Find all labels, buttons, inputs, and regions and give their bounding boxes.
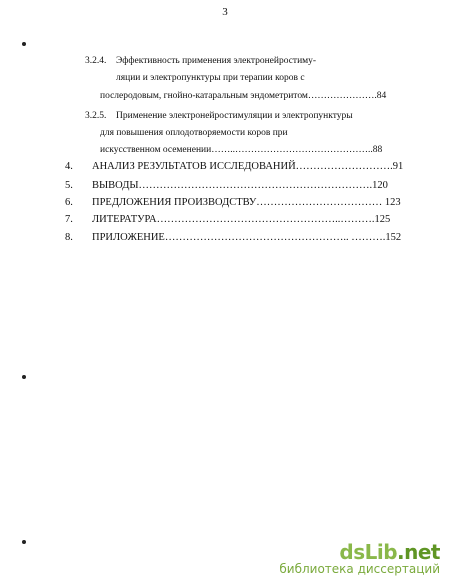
toc-entry-8-text: ПРИЛОЖЕНИЕ…………………………………………….. ……….152 xyxy=(92,232,402,243)
toc-entry-3-2-5-line-2: для повышения оплодотворяемости коров при xyxy=(100,128,288,138)
page-number: 3 xyxy=(222,6,228,18)
toc-entry-4-number: 4. xyxy=(65,161,73,172)
toc-entry-3-2-4-number: 3.2.4. xyxy=(85,56,107,66)
toc-entry-8-number: 8. xyxy=(65,232,73,243)
binder-hole-mark xyxy=(22,540,26,544)
toc-entry-3-2-4-line-3: послеродовым, гнойно-катаральным эндометритом………………….84 xyxy=(100,91,387,101)
watermark-subtitle: библиотека диссертаций xyxy=(279,562,440,576)
toc-entry-3-2-4-line-1: Эффективность применения электронейростиму- xyxy=(116,56,317,66)
binder-hole-mark xyxy=(22,42,26,46)
toc-entry-3-2-5-line-1: Применение электронейростимуляции и электропунктуры xyxy=(116,111,353,121)
toc-entry-5-text: ВЫВОДЫ………………………………………………………….120 xyxy=(92,180,388,191)
toc-entry-3-2-5-number: 3.2.5. xyxy=(85,111,107,121)
watermark xyxy=(279,540,440,576)
watermark-logo-main: dsLib xyxy=(339,540,398,564)
watermark-logo-tld: .net xyxy=(397,540,440,564)
toc-entry-3-2-4-line-2: ляции и электропунктуры при терапии коров с xyxy=(116,73,305,83)
watermark-logo xyxy=(279,540,440,564)
toc-entry-6-number: 6. xyxy=(65,197,73,208)
toc-entry-5-number: 5. xyxy=(65,180,73,191)
binder-hole-mark xyxy=(22,375,26,379)
toc-entry-6-text: ПРЕДЛОЖЕНИЯ ПРОИЗВОДСТВУ……………………………… 123 xyxy=(92,197,401,208)
toc-entry-3-2-5-line-3: искусственном осеменении……..……………………………………..88 xyxy=(100,145,383,155)
toc-entry-4-text: АНАЛИЗ РЕЗУЛЬТАТОВ ИССЛЕДОВАНИЙ……………………….91 xyxy=(92,161,404,172)
toc-entry-7-number: 7. xyxy=(65,214,73,225)
toc-entry-7-text: ЛИТЕРАТУРА……………………………………………..……….125 xyxy=(92,214,391,225)
